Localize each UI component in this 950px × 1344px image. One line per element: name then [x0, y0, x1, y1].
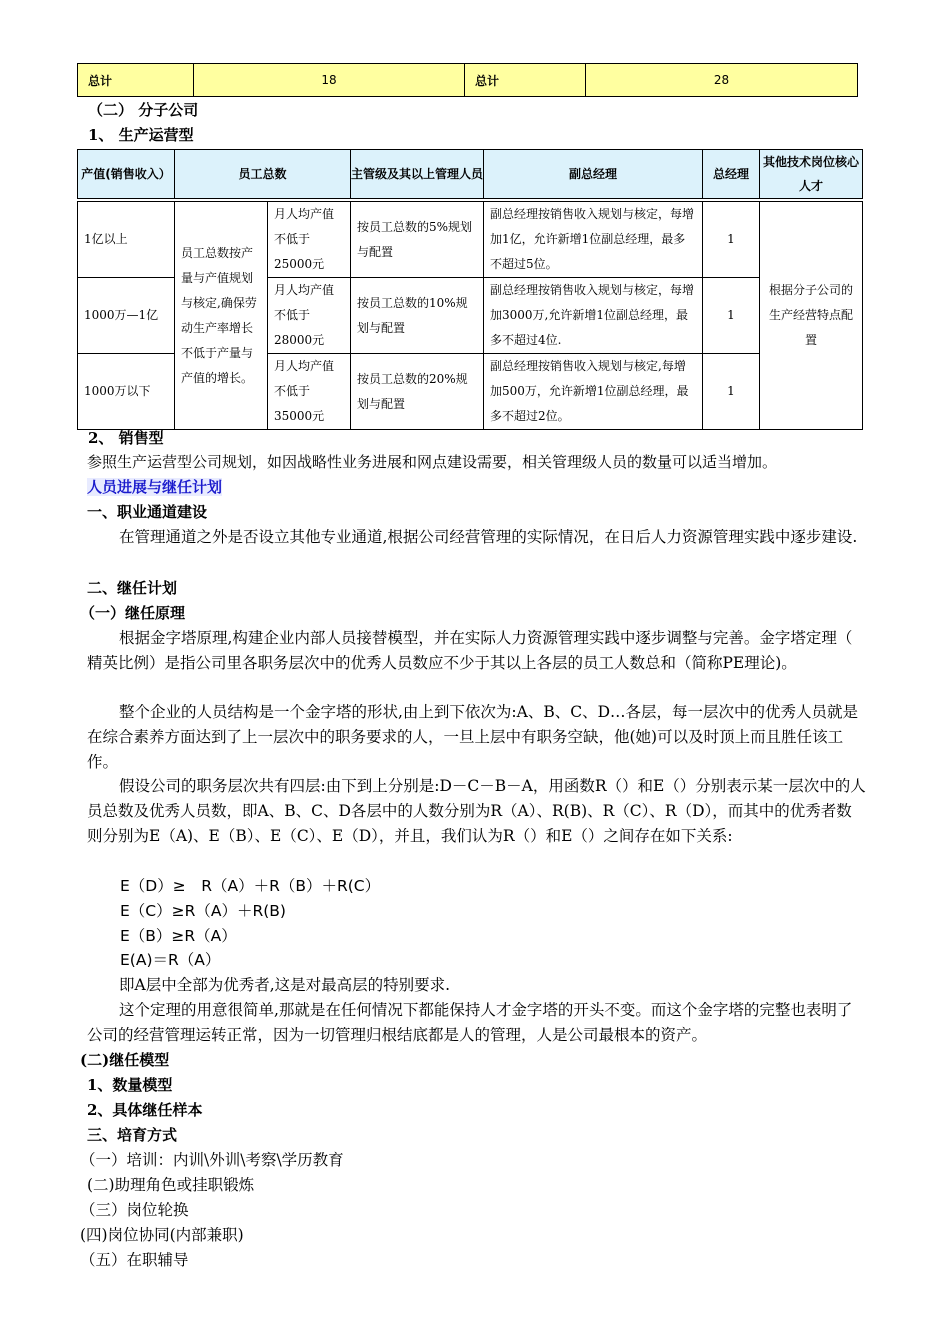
total-row-table: [77, 63, 858, 97]
section-sales: 2、 销售型: [88, 429, 164, 447]
highlight-title: 人员进展与继任计划: [87, 478, 223, 496]
heading-training: 三、培育方式: [87, 1126, 178, 1144]
principle-paragraph-2: 整个企业的人员结构是一个金字塔的形状,由上到下依次为:A、B、C、D…各层，每一层次中的优秀人员就是在综合素养方面达到了上一层次中的职务要求的人，一旦上层中有职务空缺，他(她)可以及时顶上而且胜任该工作。: [87, 703, 859, 771]
section-sub-company: （二） 分子公司: [88, 101, 199, 119]
staff-note-cell: 员工总数按产量与产值规划与核定,确保劳动生产率增长不低于产量与产值的增长。: [175, 202, 268, 430]
table-row: [78, 202, 863, 278]
career-text: 在管理通道之外是否设立其他专业通道,根据公司经营管理的实际情况，在日后人力资源管理实践中逐步建设.: [119, 528, 858, 546]
training-item: （一）培训：内训\外训\考察\学历教育: [80, 1151, 344, 1169]
gm-cell: 1: [703, 354, 760, 430]
formula-line: E（B）≥R（A）: [120, 927, 237, 945]
managers-cell: 按员工总数的5%规划与配置: [351, 202, 484, 278]
sales-text: 参照生产运营型公司规划，如因战略性业务进展和网点建设需要，相关管理级人员的数量可以适当增加。: [87, 453, 778, 471]
header-staff: 员工总数: [175, 150, 351, 199]
training-item: (二)助理角色或挂职锻炼: [87, 1176, 255, 1194]
revenue-cell: 1000万—1亿: [78, 278, 175, 354]
managers-cell: 按员工总数的20%规划与配置: [351, 354, 484, 430]
training-item: (四)岗位协同(内部兼职): [80, 1226, 244, 1244]
other-note-cell: 根据分子公司的生产经营特点配置: [760, 202, 863, 430]
vp-cell: 副总经理按销售收入规划与核定，每增加3000万,允许新增1位副总经理，最多不超过4位.: [484, 278, 703, 354]
gm-cell: 1: [703, 202, 760, 278]
heading-model: (二)继任模型: [80, 1051, 170, 1069]
formula-line: E（D）≥ R（A）＋R（B）＋R(C）: [120, 877, 381, 895]
heading-quantity: 1、数量模型: [87, 1076, 173, 1094]
table-header-row: [78, 150, 863, 199]
staffing-table: [77, 149, 863, 430]
per-capita-cell: 月人均产值不低于28000元: [268, 278, 351, 354]
total-label-2: 总计: [465, 64, 586, 97]
heading-sample: 2、具体继任样本: [87, 1101, 203, 1119]
revenue-cell: 1亿以上: [78, 202, 175, 278]
header-managers: 主管级及其以上管理人员: [351, 150, 484, 199]
per-capita-cell: 月人均产值不低于35000元: [268, 354, 351, 430]
principle-paragraph-3: 假设公司的职务层次共有四层:由下到上分别是:D－C－B－A，用函数R（）和E（）分别表示某一层次中的人员总数及优秀人员数，即A、B、C、D各层中的人数分别为R（A）、R(B)、R（C）、R（D），而其中的优秀者数则分别为E（A)、E（B）、E（C）、E（D），并且，我们认为R（）和E（）之间存在如下关系:: [87, 777, 866, 845]
managers-cell: 按员工总数的10%规划与配置: [351, 278, 484, 354]
total-value-2: 28: [586, 64, 858, 97]
vp-cell: 副总经理按销售收入规划与核定，每增加1亿，允许新增1位副总经理，最多不超过5位。: [484, 202, 703, 278]
header-vp: 副总经理: [484, 150, 703, 199]
header-other: 其他技术岗位核心人才: [760, 150, 863, 199]
header-revenue: 产值(销售收入）: [78, 150, 175, 199]
total-row: [78, 64, 858, 97]
gm-cell: 1: [703, 278, 760, 354]
training-item: （五）在职辅导: [80, 1251, 189, 1269]
heading-succession: 二、继任计划: [87, 579, 178, 597]
heading-career: 一、职业通道建设: [87, 503, 208, 521]
heading-principle: （一）继任原理: [80, 604, 186, 622]
vp-cell: 副总经理按销售收入规划与核定,每增加500万，允许新增1位副总经理，最多不超过2位。: [484, 354, 703, 430]
formula-line: E(A)＝R（A）: [120, 951, 221, 969]
principle-paragraph-1: 根据金字塔原理,构建企业内部人员接替模型，并在实际人力资源管理实践中逐步调整与完善。金字塔定理（ 精英比例）是指公司里各职务层次中的优秀人员数应不少于其以上各层的员工人数总和（简称PE理论)。: [87, 629, 868, 672]
principle-paragraph-5: 这个定理的用意很简单,那就是在任何情况下都能保持人才金字塔的开头不变。而这个金字塔的完整也表明了公司的经营管理运转正常，因为一切管理归根结底都是人的管理，人是公司最根本的资产。: [87, 1001, 853, 1044]
revenue-cell: 1000万以下: [78, 354, 175, 430]
header-gm: 总经理: [703, 150, 760, 199]
total-label-1: 总计: [78, 64, 194, 97]
total-value-1: 18: [194, 64, 465, 97]
section-production: 1、 生产运营型: [88, 126, 194, 144]
formula-line: E（C）≥R（A）＋R(B): [120, 902, 286, 920]
per-capita-cell: 月人均产值不低于25000元: [268, 202, 351, 278]
principle-paragraph-4: 即A层中全部为优秀者,这是对最高层的特别要求.: [119, 976, 451, 994]
training-item: （三）岗位轮换: [80, 1201, 189, 1219]
